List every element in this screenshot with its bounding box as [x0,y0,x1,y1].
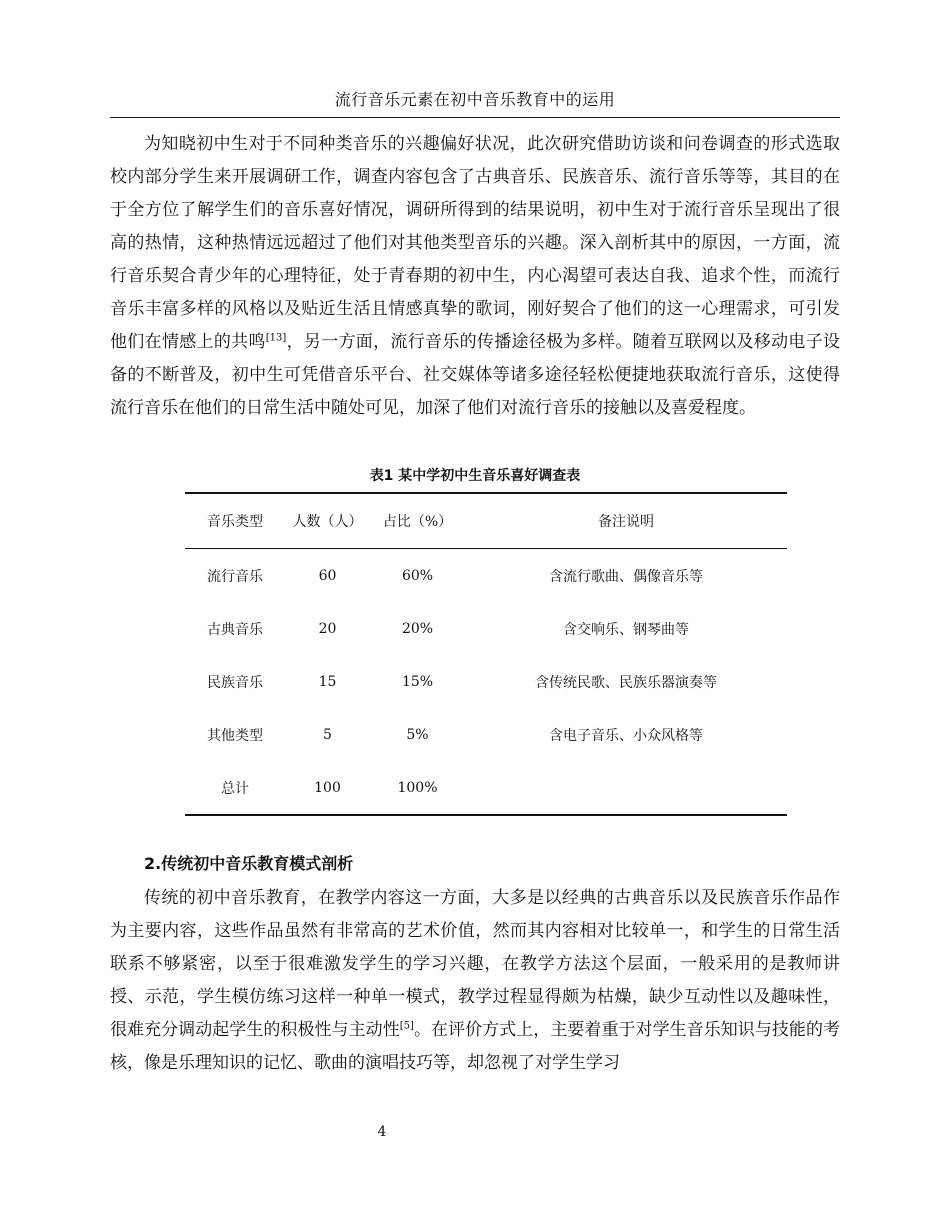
cell-music-type: 古典音乐 [207,621,263,638]
cell-ratio: 15% [401,673,434,690]
header-note: 备注说明 [465,493,787,549]
cell-note: 含交响乐、钢琴曲等 [563,621,689,638]
paragraph-1-text-b: ，另一方面，流行音乐的传播途径极为多样。随着互联网以及移动电子设备的不断普及，初中生可凭借音乐平台、社交媒体等诸多途径轻松便捷地获取流行音乐，这使得流行音乐在他们的日常生活中随处可见，加深了他们对流行音乐的接触以及喜爱程度。 [110,332,841,418]
cell-count: 60 [318,567,337,584]
cell-ratio: 20% [401,620,434,637]
cell-note: 含流行歌曲、偶像音乐等 [549,568,703,585]
cell-count: 20 [318,620,337,637]
cell-music-type: 总计 [185,761,285,815]
cell-ratio: 5% [406,726,429,743]
paragraph-2-text-a: 传统的初中音乐教育，在教学内容这一方面，大多是以经典的古典音乐以及民族音乐作品作为主要内容，这些作品虽然有非常高的艺术价值，然而其内容相对比较单一，和学生的日常生活联系不够紧密，以至于很难激发学生的学习兴趣，在教学方法这个层面，一般采用的是教师讲授、示范，学生模仿练习这样一种单一模式，教学过程显得颇为枯燥，缺少互动性以及趣味性，很难充分调动起学生的积极性与主动性 [110,888,840,1040]
table-caption: 表1 某中学初中生音乐喜好调查表 [369,468,581,484]
page-number: 4 [377,1124,387,1140]
table-row [185,549,787,603]
header-ratio: 占比（%） [370,493,465,549]
header-music-type: 音乐类型 [185,493,285,549]
cell-note [465,761,787,815]
paragraph-2-text-b: 。在评价方式上，主要着重于对学生音乐知识与技能的考核，像是乐理知识的记忆、歌曲的演唱技巧等，却忽视了对学生学习 [110,1020,841,1073]
cell-note: 含电子音乐、小众风格等 [549,727,703,744]
cell-count: 15 [318,673,337,690]
cell-count: 100 [285,761,370,815]
cell-ratio: 60% [401,567,434,584]
citation-5: [5] [399,1020,414,1032]
cell-ratio: 100% [370,761,465,815]
header-count: 人数（人） [285,493,370,549]
table-row-total [185,761,787,815]
table-row [185,602,787,655]
citation-13: [13] [265,332,287,344]
cell-note: 含传统民歌、民族乐器演奏等 [535,674,717,691]
cell-music-type: 流行音乐 [207,568,263,585]
paragraph-1-text-a: 为知晓初中生对于不同种类音乐的兴趣偏好状况，此次研究借助访谈和问卷调查的形式选取校内部分学生来开展调研工作，调查内容包含了古典音乐、民族音乐、流行音乐等等，其目的在于全方位了解学生们的音乐喜好情况，调研所得到的结果说明，初中生对于流行音乐呈现出了很高的热情，这种热情远远超过了他们对其他类型音乐的兴趣。深入剖析其中的原因，一方面，流行音乐契合青少年的心理特征，处于青春期的初中生，内心渴望可表达自我、追求个性，而流行音乐丰富多样的风格以及贴近生活且情感真挚的歌词，刚好契合了他们的这一心理需求，可引发他们在情感上的共鸣 [110,134,840,352]
body-paragraph-1 [110,128,840,425]
header-rule [110,117,840,118]
table-header-row [185,493,787,549]
cell-music-type: 其他类型 [207,727,263,744]
body-paragraph-2 [110,882,840,1080]
music-preference-table [185,492,787,816]
table-row [185,655,787,708]
cell-count: 5 [323,726,332,743]
section-heading: 2.传统初中音乐教育模式剖析 [144,854,354,873]
running-header: 流行音乐元素在初中音乐教育中的运用 [334,90,616,109]
cell-music-type: 民族音乐 [207,674,263,691]
table-row [185,708,787,761]
